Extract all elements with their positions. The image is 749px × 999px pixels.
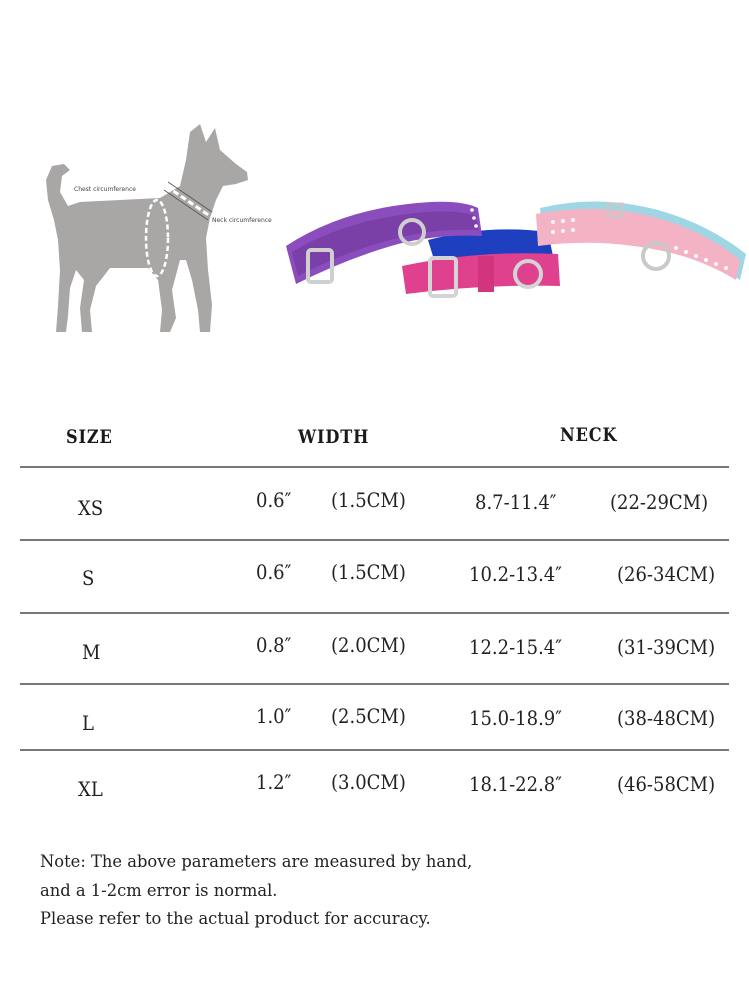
width-in-cell: 0.6″ — [256, 488, 292, 512]
width-cm-cell: (1.5CM) — [331, 488, 406, 512]
width-cm-cell: (2.0CM) — [331, 633, 406, 657]
table-row — [20, 753, 729, 823]
width-in-cell: 1.2″ — [256, 770, 292, 794]
collar-product-image — [278, 188, 748, 303]
dog-silhouette-icon — [40, 120, 290, 345]
size-cell: XS — [78, 496, 104, 520]
neck-cm-cell: (46-58CM) — [617, 772, 716, 796]
note-line: Note: The above parameters are measured by hand, — [40, 852, 473, 872]
neck-cm-cell: (38-48CM) — [617, 706, 716, 730]
size-chart-table — [20, 410, 729, 801]
width-in-cell: 0.8″ — [256, 633, 292, 657]
neck-cm-cell: (26-34CM) — [617, 562, 716, 586]
neck-in-cell: 10.2-13.4″ — [469, 562, 562, 586]
table-row — [20, 470, 729, 540]
divider — [20, 612, 729, 614]
width-in-cell: 1.0″ — [256, 704, 292, 728]
table-row — [20, 616, 729, 686]
width-in-cell: 0.6″ — [256, 560, 292, 584]
product-hero — [0, 0, 749, 400]
header-neck: NECK — [560, 424, 618, 446]
chest-circumference-label: Chest circumference — [74, 186, 136, 193]
neck-in-cell: 8.7-11.4″ — [475, 490, 557, 514]
table-row — [20, 687, 729, 757]
divider — [20, 539, 729, 541]
width-cm-cell: (2.5CM) — [331, 704, 406, 728]
table-row — [20, 543, 729, 613]
divider — [20, 683, 729, 685]
divider — [20, 749, 729, 751]
size-cell: M — [82, 640, 101, 664]
size-cell: XL — [78, 777, 103, 801]
measurement-note — [40, 848, 693, 934]
header-size: SIZE — [66, 426, 113, 448]
neck-circumference-label: Neck circumference — [212, 217, 272, 224]
table-header — [20, 410, 729, 466]
neck-in-cell: 18.1-22.8″ — [469, 772, 562, 796]
header-width: WIDTH — [298, 426, 370, 448]
pink-rhinestone-collar — [536, 201, 746, 280]
neck-in-cell: 15.0-18.9″ — [469, 706, 562, 730]
note-line: Please refer to the actual product for accuracy. — [40, 909, 431, 929]
size-cell: L — [82, 711, 94, 735]
note-line: and a 1-2cm error is normal. — [40, 880, 278, 901]
size-cell: S — [82, 566, 95, 590]
width-cm-cell: (3.0CM) — [331, 770, 406, 794]
width-cm-cell: (1.5CM) — [331, 560, 406, 584]
divider — [20, 466, 729, 468]
neck-cm-cell: (31-39CM) — [617, 635, 716, 659]
neck-in-cell: 12.2-15.4″ — [469, 635, 562, 659]
magenta-collar — [402, 253, 560, 296]
neck-cm-cell: (22-29CM) — [610, 490, 709, 514]
